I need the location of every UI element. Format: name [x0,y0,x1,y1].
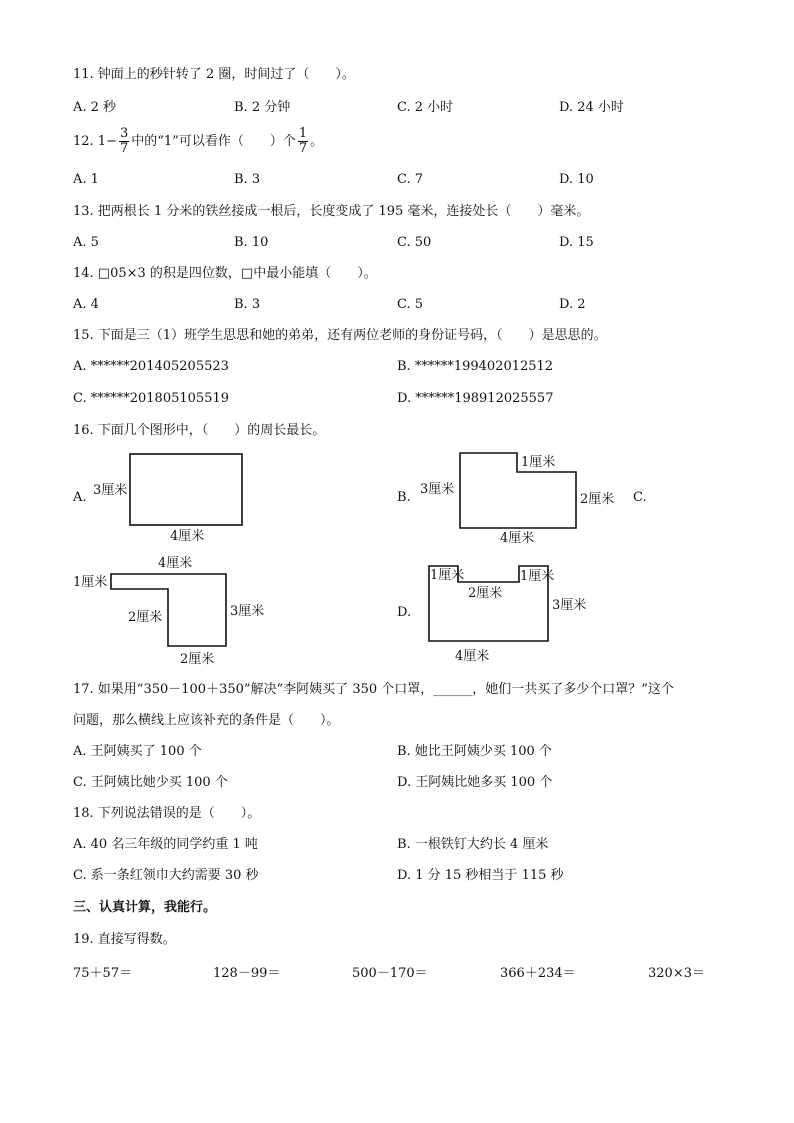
q13-option-b: B. 10 [234,235,269,250]
q18-option-c: C. 系一条红领巾大约需要 30 秒 [73,868,259,883]
calc-item-2: 128－99＝ [213,966,281,981]
question-17-stem-line-1: 17. 如果用“350－100＋350”解决“李阿姨买了 350 个口罩，______，她们一共买了多少个口罩？”这个 [73,682,674,697]
q15-option-b: B. ******199402012512 [397,359,554,374]
figure-b-right-length: 2厘米 [580,492,615,507]
q17-option-a: A. 王阿姨买了 100 个 [73,744,202,759]
calc-item-1: 75＋57＝ [73,966,133,981]
q18-option-b: B. 一根铁钉大约长 4 厘米 [397,837,549,852]
question-12-stem: 12. 1− $\frac{3}{7}$ 中的“1”可以看作（ ）个 $\frac{1}{7}$ 。 [73,126,324,156]
calc-item-4: 366＋234＝ [500,966,576,981]
q15-option-a: A. ******201405205523 [73,359,229,374]
figure-c-top-length: 4厘米 [158,556,193,571]
question-16-stem: 16. 下面几个图形中，（ ）的周长最长。 [73,423,326,438]
figure-d-label: D. [397,605,412,620]
q13-option-c: C. 50 [397,235,432,250]
figure-c-bottom-length: 2厘米 [180,652,215,667]
figure-a-label: A. [73,490,87,505]
figure-c-left-length: 1厘米 [73,575,108,590]
q11-option-d: D. 24 小时 [559,100,624,115]
figure-c-label: C. [633,490,647,505]
figure-c-right-length: 3厘米 [230,604,265,619]
question-11-stem: 11. 钟面上的秒针转了 2 圈，时间过了（ ）。 [73,67,355,82]
q14-option-d: D. 2 [559,297,586,312]
q11-option-b: B. 2 分钟 [234,100,291,115]
fraction-3-7: $\frac{3}{7}$ [119,126,129,156]
q12-option-c: C. 7 [397,172,424,187]
q18-option-a: A. 40 名三年级的同学约重 1 吨 [73,837,258,852]
figure-d-right-length: 3厘米 [552,598,587,613]
section-3-heading: 三、认真计算，我能行。 [73,900,217,915]
figure-b-bottom-length: 4厘米 [500,531,535,546]
figure-c-inner-length: 2厘米 [128,610,163,625]
fraction-1-7: $\frac{1}{7}$ [298,126,308,156]
q17-option-d: D. 王阿姨比她多买 100 个 [397,775,553,790]
question-19-stem: 19. 直接写得数。 [73,932,176,947]
question-15-stem: 15. 下面是三（1）班学生思思和她的弟弟，还有两位老师的身份证号码，（ ）是思思的。 [73,328,607,343]
q11-option-c: C. 2 小时 [397,100,454,115]
q12-option-d: D. 10 [559,172,594,187]
figure-d-right-notch-length: 1厘米 [520,569,555,584]
figure-d-left-notch-length: 1厘米 [430,568,465,583]
q11-option-a: A. 2 秒 [73,100,117,115]
figure-b-notch-length: 1厘米 [521,455,556,470]
calc-item-3: 500－170＝ [352,966,428,981]
q13-option-d: D. 15 [559,235,594,250]
figure-d-bottom-length: 4厘米 [455,649,490,664]
calc-item-5: 320×3＝ [648,966,705,981]
question-17-stem-line-2: 问题，那么横线上应该补充的条件是（ ）。 [73,713,340,728]
question-14-stem: 14. □05×3 的积是四位数，□中最小能填（ ）。 [73,266,377,281]
perimeter-figures [0,445,794,675]
q15-option-d: D. ******198912025557 [397,391,554,406]
q18-option-d: D. 1 分 15 秒相当于 115 秒 [397,868,564,883]
question-18-stem: 18. 下列说法错误的是（ ）。 [73,806,261,821]
figure-d-notch-length: 2厘米 [468,586,503,601]
q13-option-a: A. 5 [73,235,99,250]
q12-option-b: B. 3 [234,172,261,187]
figure-a-left-length: 3厘米 [93,483,128,498]
q14-option-b: B. 3 [234,297,261,312]
q12-option-a: A. 1 [73,172,99,187]
question-13-stem: 13. 把两根长 1 分米的铁丝接成一根后，长度变成了 195 毫米，连接处长（ ）毫米。 [73,204,590,219]
figure-b-label: B. [397,490,411,505]
figure-a-bottom-length: 4厘米 [170,529,205,544]
figure-b-shape [460,453,576,528]
q14-option-a: A. 4 [73,297,99,312]
q17-option-b: B. 她比王阿姨少买 100 个 [397,744,552,759]
figure-a-rectangle [130,454,242,525]
q14-option-c: C. 5 [397,297,424,312]
figure-b-left-length: 3厘米 [420,482,455,497]
q15-option-c: C. ******201805105519 [73,391,229,406]
q17-option-c: C. 王阿姨比她少买 100 个 [73,775,228,790]
